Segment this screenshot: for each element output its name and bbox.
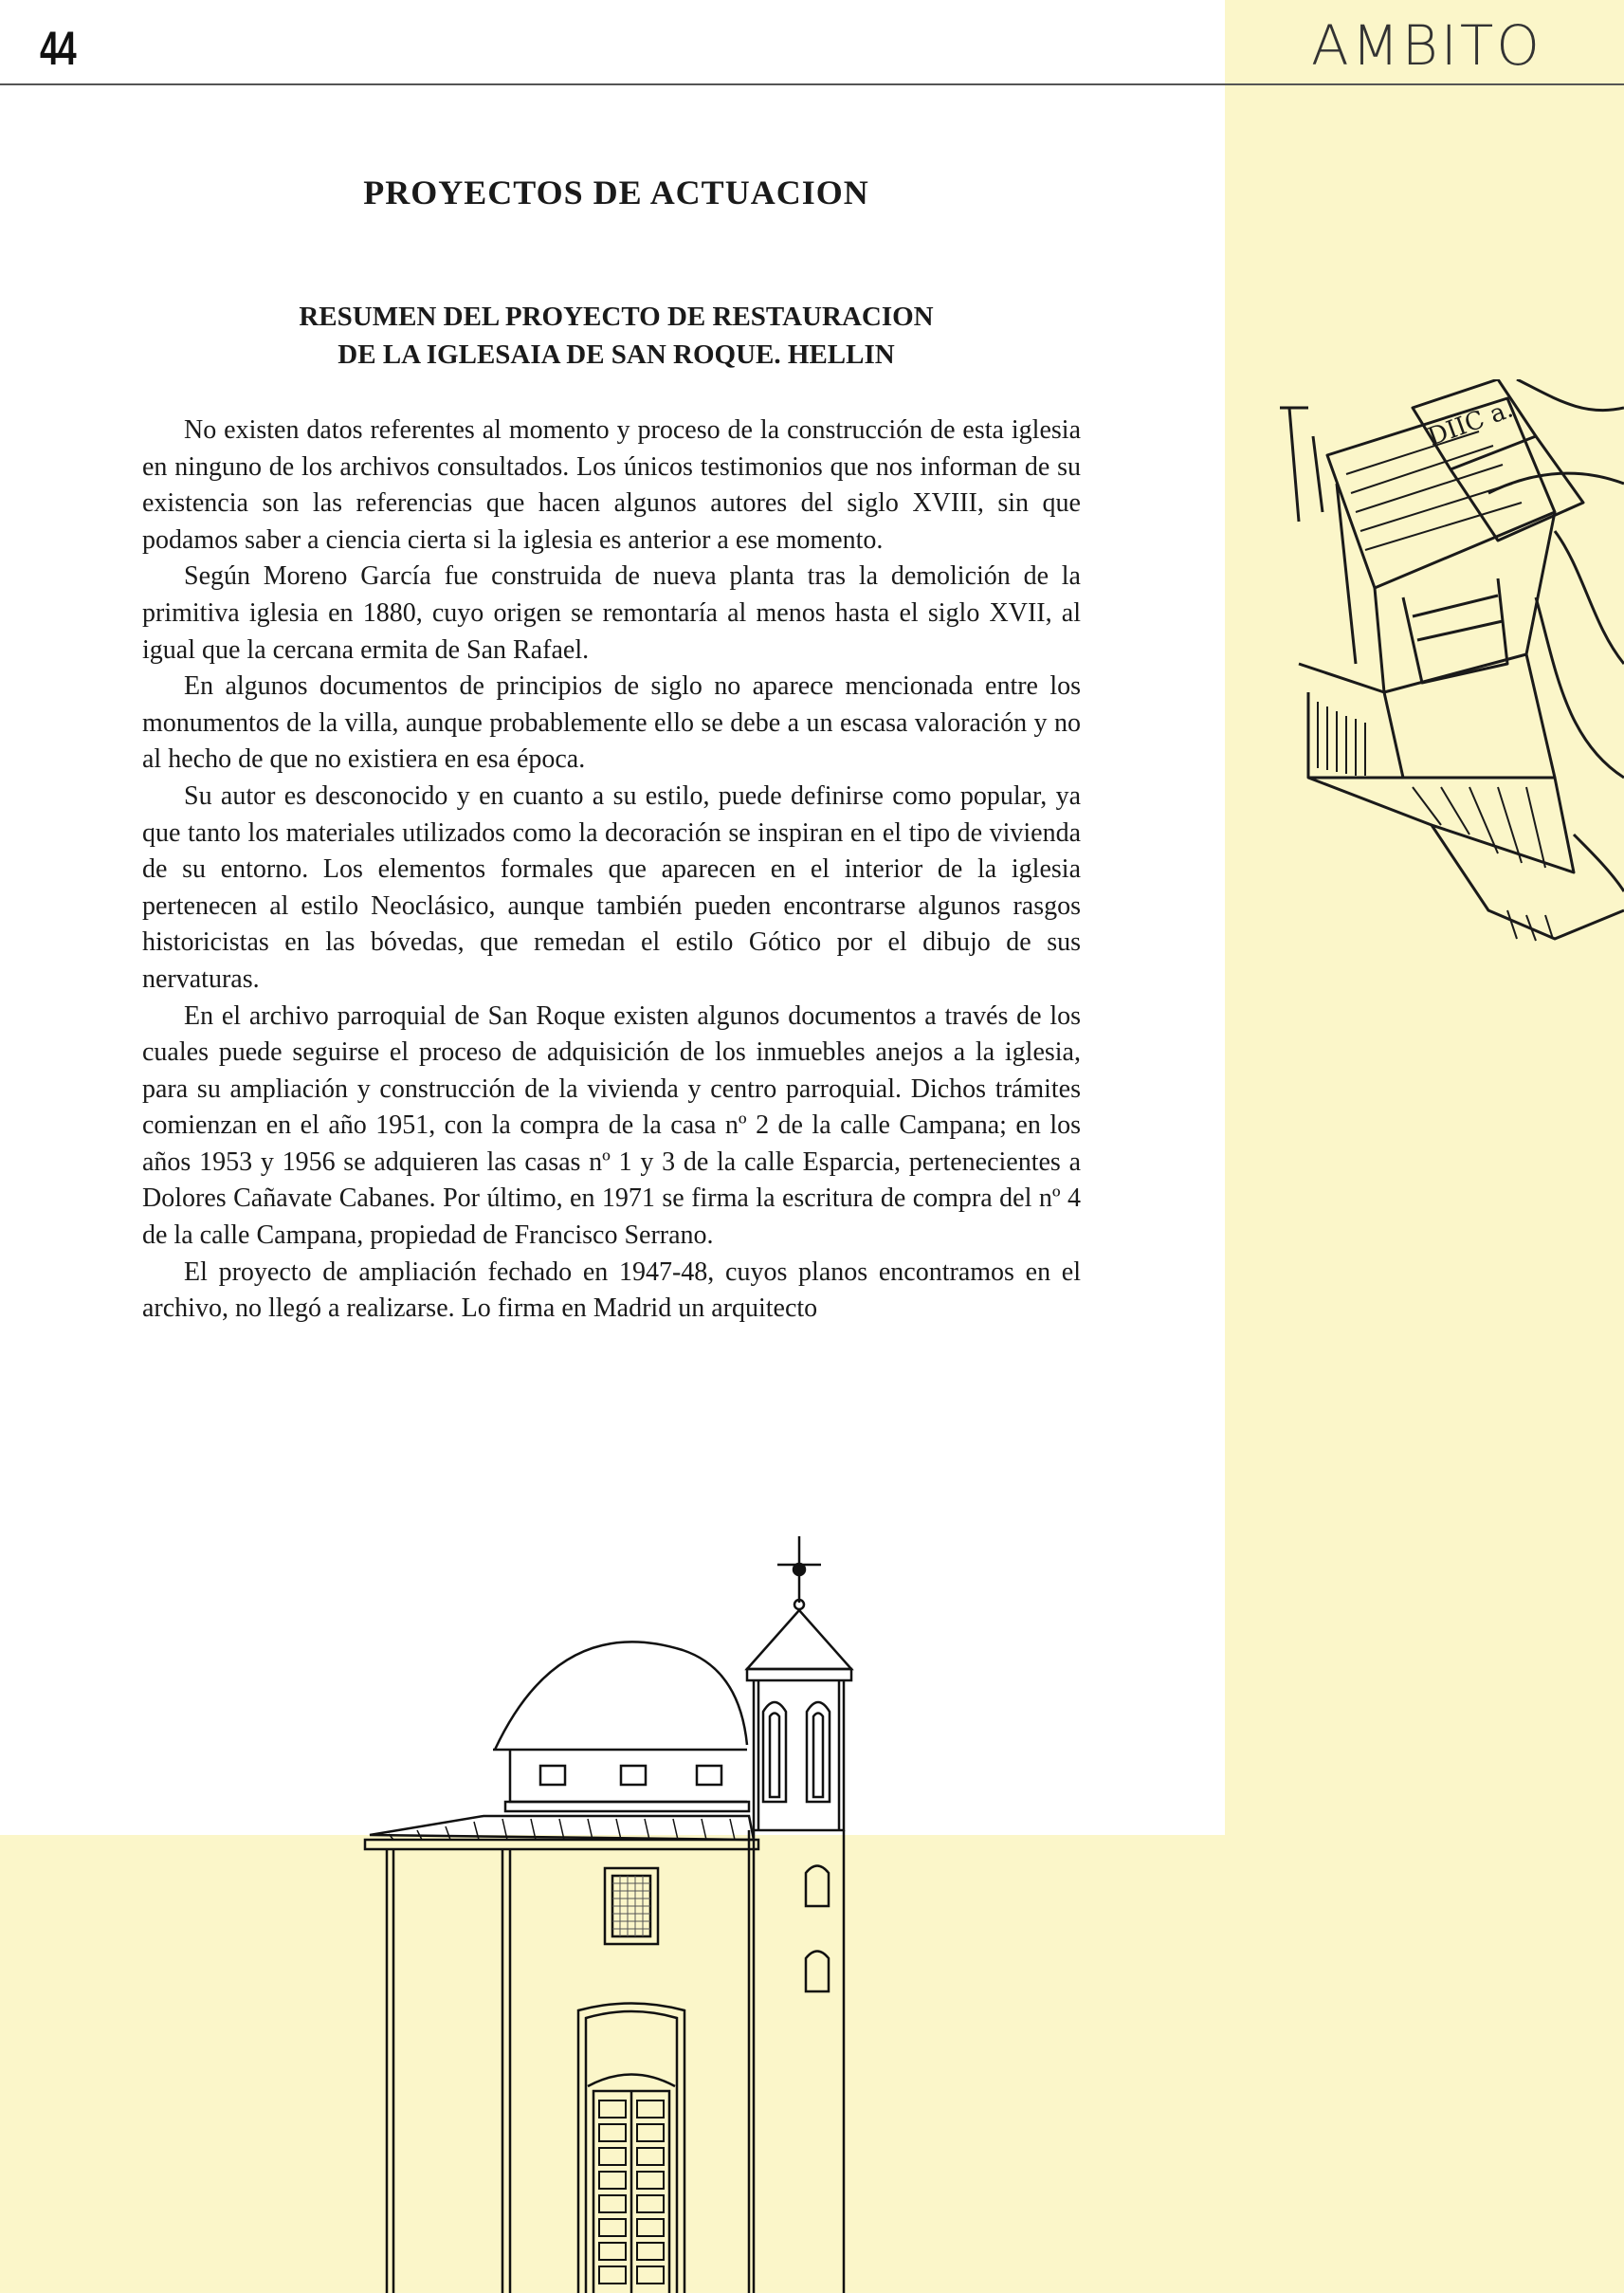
paragraph-5: En el archivo parroquial de San Roque existen algunos documentos a través de los cuales puede seguirse el proceso de adquisición de los inmuebles anejos a la iglesia, para su ampliación y construcción de la vivienda y centro parroquial. Dichos trámites comienzan en el año 1951, con la compra de la casa nº 2 de la calle Campana; en los años 1953 y 1956 se adquieren las casas nº 1 y 3 de la calle Esparcia, pertenecientes a Dolores Cañavate Cabanes. Por último, en 1971 se firma la escritura de compra del nº 4 de la calle Campana, propiedad de Francisco Serrano.: [142, 1000, 1081, 1251]
paragraph-2: Según Moreno García fue construida de nueva planta tras la demolición de la primitiva iglesia en 1880, cuyo origen se remontaría al menos hasta el siglo XVII, al igual que la cercana ermita de San Rafael.: [142, 561, 1081, 665]
section-title: PROYECTOS DE ACTUACION: [363, 174, 869, 211]
article-title-line-2: DE LA IGLESAIA DE SAN ROQUE. HELLIN: [338, 339, 895, 370]
scribe-book-text: DIIC a.: [1424, 394, 1518, 452]
church-elevation-illustration: [351, 1517, 882, 2293]
page-number: 44: [40, 22, 76, 75]
header-rule: [0, 83, 1624, 85]
article-title-line-1: RESUMEN DEL PROYECTO DE RESTAURACION: [299, 302, 934, 332]
paragraph-4: Su autor es desconocido y en cuanto a su estilo, puede definirse como popular, ya que tanto los materiales utilizados como la decoración se inspiran en el tipo de vivienda de su entorno. Los elementos formales que aparecen en el interior de la iglesia pertenecen al estilo Neoclásico, aunque también pueden encontrarse algunos rasgos historicistas en las bóvedas, que remedan el estilo Gótico por el dibujo de sus nervaturas.: [142, 780, 1081, 994]
paragraph-6: El proyecto de ampliación fechado en 1947-48, cuyos planos encontramos en el archivo, no llegó a realizarse. Lo firma en Madrid un arquitecto: [142, 1257, 1081, 1324]
paragraph-3: En algunos documentos de principios de siglo no aparece mencionada entre los monumentos de la villa, aunque probablemente ello se debe a un escasa valoración y no al hecho de que no existiera en esa época.: [142, 671, 1081, 775]
article-title: [142, 298, 1090, 374]
scribe-illustration: [1270, 379, 1624, 948]
running-head: AMBITO: [1311, 13, 1542, 78]
article-body: [142, 413, 1081, 1328]
paragraph-1: No existen datos referentes al momento y proceso de la construcción de esta iglesia en ninguno de los archivos consultados. Los únicos testimonios que nos informan de su existencia son las referencias que hacen algunos autores del siglo XVIII, sin que podamos saber a ciencia cierta si la iglesia es anterior a ese momento.: [142, 415, 1081, 555]
